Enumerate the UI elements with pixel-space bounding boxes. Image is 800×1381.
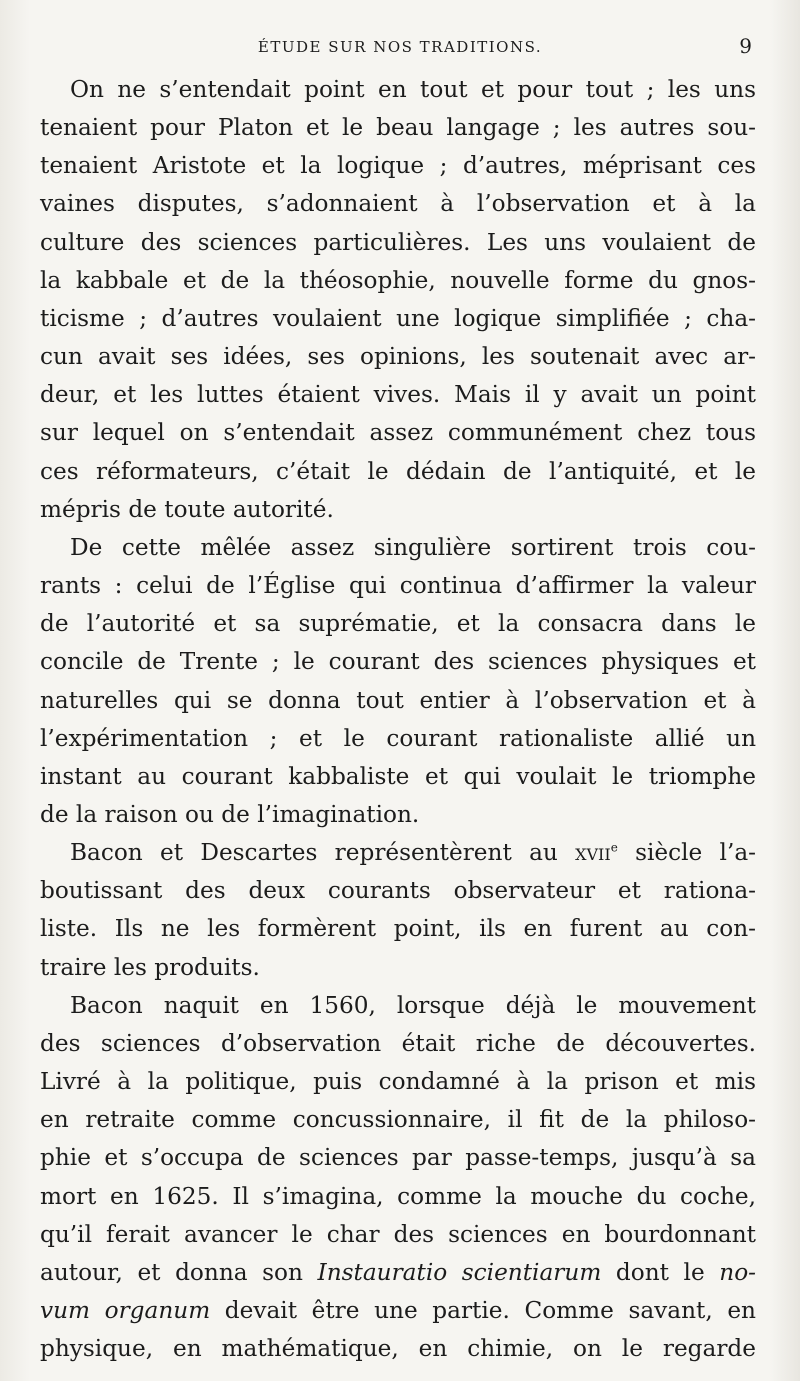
text-line: De cette mêlée assez singulière sortirent trois cou-: [70, 533, 756, 561]
text-line: tenaient Aristote et la logique ; d’autres, méprisant ces: [40, 152, 756, 180]
text-line: naturelles qui se donna tout entier à l’observation et à: [40, 686, 756, 714]
text-line: phie et s’occupa de sciences par passe-temps, jusqu’à sa: [40, 1144, 756, 1172]
text-line: Livré à la politique, puis condamné à la prison et mis: [40, 1068, 756, 1096]
text-segment: siècle l’a-: [617, 839, 756, 867]
text-line: qu’il ferait avancer le char des sciences en bourdonnant: [40, 1220, 756, 1248]
text-line: de la raison ou de l’imagination.: [40, 800, 420, 828]
century-numeral: xvii: [575, 839, 611, 867]
text-line: des sciences d’observation était riche de découvertes.: [40, 1029, 756, 1057]
text-line: ticisme ; d’autres voulaient une logique simplifiée ; cha-: [40, 304, 756, 332]
text-line: traire les produits.: [40, 953, 260, 981]
text-segment: dont le: [601, 1258, 720, 1286]
paragraph-2: [40, 529, 756, 834]
text-line: tenaient pour Platon et le beau langage ; les autres sou-: [40, 114, 756, 142]
text-line: mort en 1625. Il s’imagina, comme la mouche du coche,: [40, 1182, 756, 1210]
superscript: e: [610, 840, 618, 855]
text-line: rants : celui de l’Église qui continua d’affirmer la valeur: [40, 572, 756, 600]
text-line: Bacon naquit en 1560, lorsque déjà le mouvement: [70, 991, 756, 1019]
paragraph-3: [40, 834, 756, 987]
text-line: liste. Ils ne les formèrent point, ils en furent au con-: [40, 915, 756, 943]
paragraph-4: [40, 987, 756, 1369]
text-line: On ne s’entendait point en tout et pour tout ; les uns: [70, 76, 756, 103]
italic-title: Instauratio scientiarum: [317, 1258, 602, 1286]
text-line: concile de Trente ; le courant des sciences physiques et: [40, 648, 756, 676]
text-segment: autour, et donna son: [40, 1258, 318, 1286]
paragraph-1: [40, 71, 756, 529]
body-text: [40, 71, 756, 1368]
text-line: instant au courant kabbaliste et qui voulait le triomphe: [40, 762, 756, 790]
text-line: deur, et les luttes étaient vives. Mais il y avait un point: [40, 381, 756, 409]
text-line: vaines disputes, s’adonnaient à l’observation et à la: [40, 190, 756, 218]
text-line: mépris de toute autorité.: [40, 495, 334, 523]
text-line: boutissant des deux courants observateur et rationa-: [40, 877, 756, 905]
text-line: [40, 1254, 756, 1292]
text-line: [40, 834, 756, 872]
page-header: [0, 34, 800, 64]
text-segment: Bacon et Descartes représentèrent au: [70, 839, 576, 867]
text-line: la kabbale et de la théosophie, nouvelle forme du gnos-: [40, 266, 756, 294]
italic-title: vum organum: [40, 1297, 211, 1324]
text-line: en retraite comme concussionnaire, il fit de la philoso-: [40, 1106, 756, 1134]
page-number: 9: [739, 34, 752, 58]
text-line: de l’autorité et sa suprématie, et la consacra dans le: [40, 610, 756, 638]
text-line: [40, 1292, 756, 1330]
text-line: l’expérimentation ; et le courant rationaliste allié un: [40, 724, 756, 752]
running-title: ÉTUDE SUR NOS TRADITIONS.: [257, 38, 543, 56]
italic-title: no-: [719, 1258, 756, 1286]
text-line: culture des sciences particulières. Les uns voulaient de: [40, 228, 756, 256]
text-line: ces réformateurs, c’était le dédain de l’antiquité, et le: [40, 457, 756, 485]
text-line: physique, en mathématique, en chimie, on le regarde: [40, 1335, 756, 1363]
text-line: cun avait ses idées, ses opinions, les soutenait avec ar-: [40, 343, 756, 371]
text-line: sur lequel on s’entendait assez communément chez tous: [40, 419, 756, 447]
text-segment: devait être une partie. Comme savant, en: [210, 1297, 756, 1324]
